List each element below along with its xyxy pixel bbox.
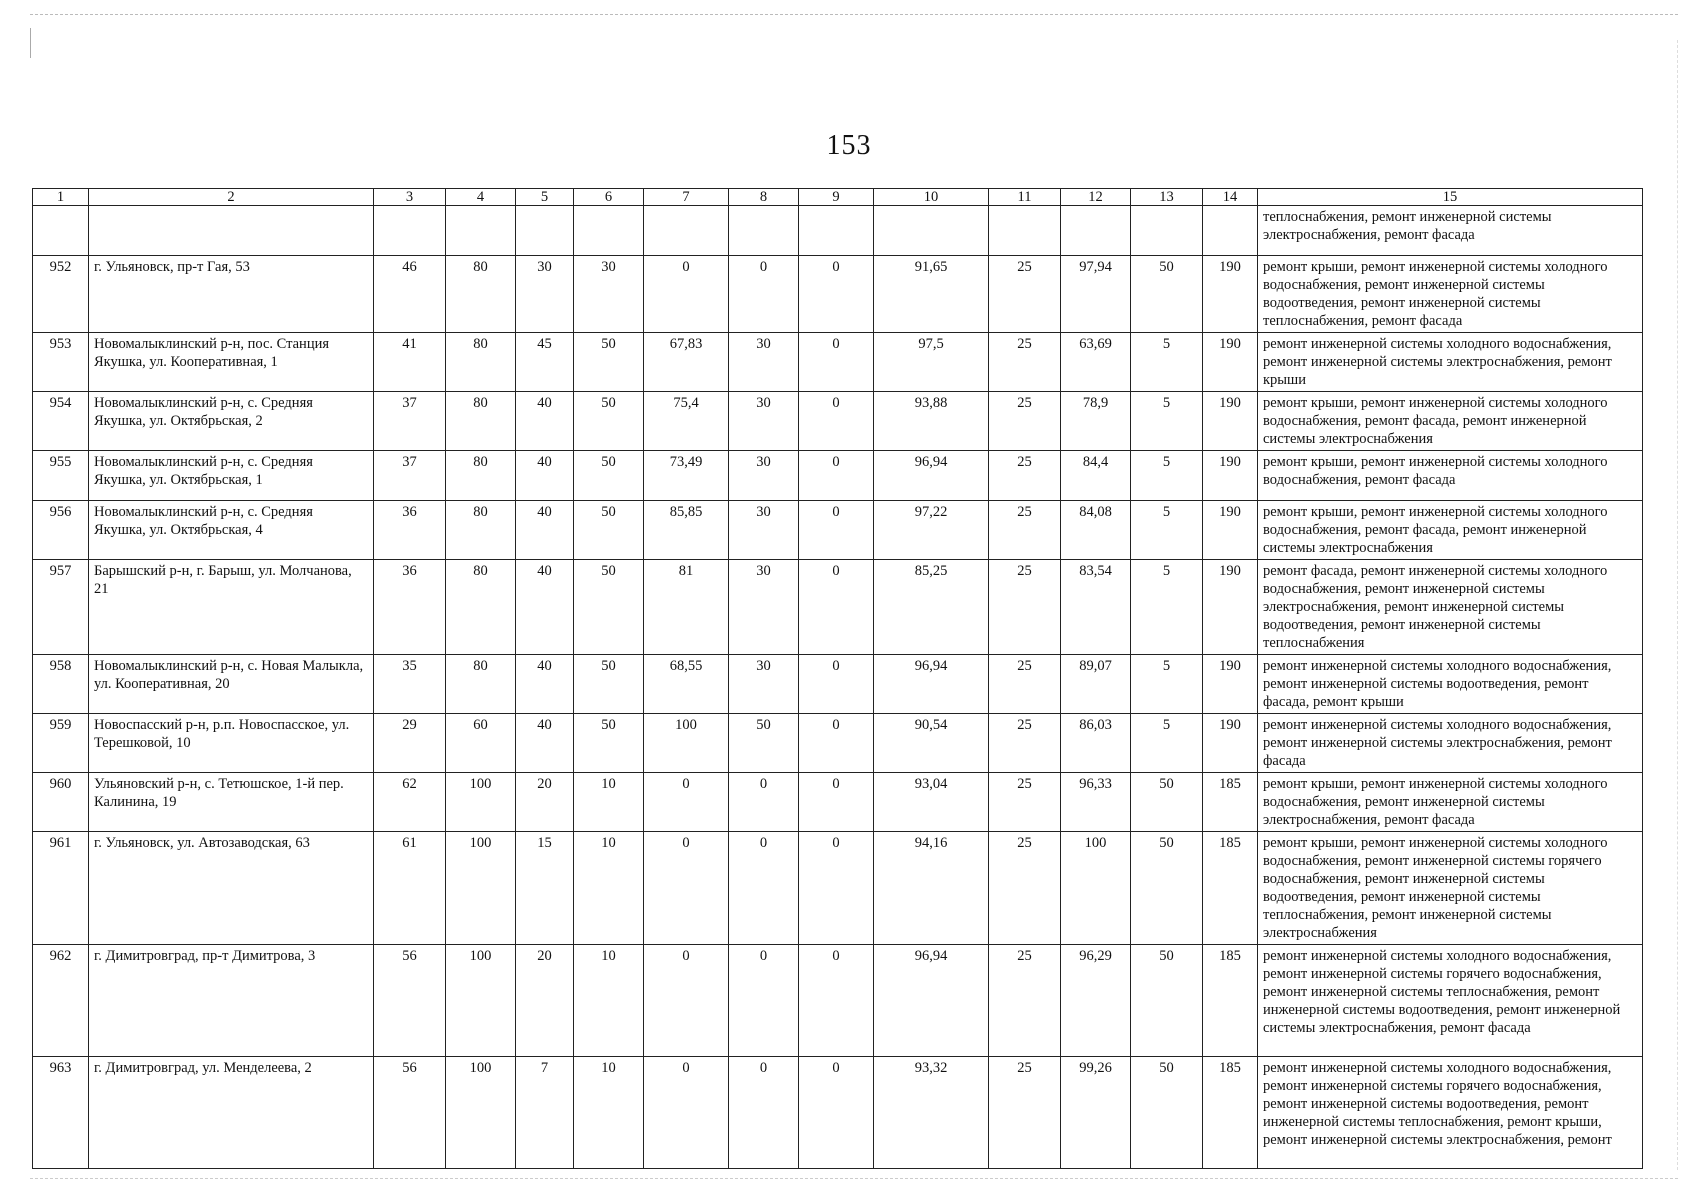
cell-col-6: 10	[574, 1057, 644, 1169]
row-number-cell: 961	[33, 832, 89, 945]
row-number-cell: 962	[33, 945, 89, 1057]
address-cell: Новомалыклинский р-н, с. Средняя Якушка, ул. Октябрьская, 1	[89, 451, 374, 501]
cell-col-3: 41	[374, 333, 446, 392]
row-number-cell: 959	[33, 714, 89, 773]
cell-col-6: 10	[574, 945, 644, 1057]
works-list-cell: ремонт инженерной системы холодного водоснабжения, ремонт инженерной системы горячего водоснабжения, ремонт инженерной системы теплоснабжения, ремонт инженерной системы водоотведения, ремонт инженерной системы электроснабжения, ремонт фасада	[1258, 945, 1643, 1057]
cell-col-7: 0	[644, 945, 729, 1057]
cell-col-4: 80	[446, 655, 516, 714]
cell-col-3: 46	[374, 256, 446, 333]
cell-col-4: 100	[446, 1057, 516, 1169]
cell-col-5: 40	[516, 714, 574, 773]
cell-col-14: 190	[1203, 333, 1258, 392]
column-header-4: 4	[446, 189, 516, 206]
cell-col-14: 190	[1203, 451, 1258, 501]
cell-col-14: 190	[1203, 655, 1258, 714]
table-row	[33, 560, 1643, 655]
cell-col-4: 80	[446, 560, 516, 655]
column-header-9: 9	[799, 189, 874, 206]
cell-col-13: 5	[1131, 451, 1203, 501]
cell-col-5: 20	[516, 773, 574, 832]
cell-col-4: 100	[446, 832, 516, 945]
cell-col-3: 56	[374, 1057, 446, 1169]
cell-col-6: 50	[574, 714, 644, 773]
table-row	[33, 714, 1643, 773]
column-header-10: 10	[874, 189, 989, 206]
address-cell: г. Димитровград, пр-т Димитрова, 3	[89, 945, 374, 1057]
cell-col-12: 99,26	[1061, 1057, 1131, 1169]
cell-col-13: 5	[1131, 655, 1203, 714]
cell-col-9: 0	[799, 256, 874, 333]
cell-col-9: 0	[799, 392, 874, 451]
cell-col-11: 25	[989, 832, 1061, 945]
cell-col-3: 56	[374, 945, 446, 1057]
cell-col-12: 78,9	[1061, 392, 1131, 451]
cell-col-3: 35	[374, 655, 446, 714]
cell-col-3: 37	[374, 451, 446, 501]
cell-col-3: 29	[374, 714, 446, 773]
column-header-7: 7	[644, 189, 729, 206]
cell-col-14: 185	[1203, 1057, 1258, 1169]
works-list-cell: ремонт инженерной системы холодного водоснабжения, ремонт инженерной системы электроснабжения, ремонт крыши	[1258, 333, 1643, 392]
cell-col-8: 30	[729, 501, 799, 560]
works-list-cell: ремонт инженерной системы холодного водоснабжения, ремонт инженерной системы горячего водоснабжения, ремонт инженерной системы водоотведения, ремонт инженерной системы теплоснабжения, ремонт крыши, ремонт инженерной системы электроснабжения, ремонт	[1258, 1057, 1643, 1169]
scan-edge-left	[30, 28, 31, 58]
cell-col-10: 96,94	[874, 945, 989, 1057]
cell-col-7: 85,85	[644, 501, 729, 560]
cell-col-11: 25	[989, 501, 1061, 560]
cell-col-11: 25	[989, 773, 1061, 832]
address-cell: г. Ульяновск, пр-т Гая, 53	[89, 256, 374, 333]
address-cell: Новомалыклинский р-н, с. Средняя Якушка, ул. Октябрьская, 2	[89, 392, 374, 451]
cell-col-9: 0	[799, 773, 874, 832]
row-number-cell	[33, 206, 89, 256]
cell-col-11: 25	[989, 655, 1061, 714]
cell-col-6: 50	[574, 451, 644, 501]
address-cell: Барышский р-н, г. Барыш, ул. Молчанова, 21	[89, 560, 374, 655]
table-row	[33, 945, 1643, 1057]
cell-col-3: 62	[374, 773, 446, 832]
address-cell: Новомалыклинский р-н, с. Средняя Якушка, ул. Октябрьская, 4	[89, 501, 374, 560]
cell-col-6: 50	[574, 501, 644, 560]
cell-col-5	[516, 206, 574, 256]
cell-col-5: 7	[516, 1057, 574, 1169]
cell-col-10: 85,25	[874, 560, 989, 655]
address-cell: г. Димитровград, ул. Менделеева, 2	[89, 1057, 374, 1169]
table-row	[33, 501, 1643, 560]
cell-col-8: 30	[729, 333, 799, 392]
column-number-row	[33, 189, 1643, 206]
cell-col-3: 37	[374, 392, 446, 451]
cell-col-13: 50	[1131, 256, 1203, 333]
cell-col-5: 20	[516, 945, 574, 1057]
page-number: 153	[826, 130, 872, 161]
cell-col-9: 0	[799, 451, 874, 501]
works-list-cell: ремонт крыши, ремонт инженерной системы холодного водоснабжения, ремонт фасада	[1258, 451, 1643, 501]
cell-col-6: 50	[574, 560, 644, 655]
cell-col-8: 50	[729, 714, 799, 773]
cell-col-7: 81	[644, 560, 729, 655]
cell-col-6: 30	[574, 256, 644, 333]
address-cell: Ульяновский р-н, с. Тетюшское, 1-й пер. Калинина, 19	[89, 773, 374, 832]
cell-col-8: 0	[729, 773, 799, 832]
cell-col-6	[574, 206, 644, 256]
column-header-2: 2	[89, 189, 374, 206]
cell-col-13: 5	[1131, 714, 1203, 773]
works-list-cell: ремонт крыши, ремонт инженерной системы холодного водоснабжения, ремонт инженерной системы горячего водоснабжения, ремонт инженерной системы водоотведения, ремонт инженерной системы теплоснабжения, ремонт инженерной системы электроснабжения	[1258, 832, 1643, 945]
cell-col-13: 50	[1131, 1057, 1203, 1169]
cell-col-7: 0	[644, 1057, 729, 1169]
cell-col-4	[446, 206, 516, 256]
table-row	[33, 832, 1643, 945]
column-header-11: 11	[989, 189, 1061, 206]
cell-col-12: 96,29	[1061, 945, 1131, 1057]
row-number-cell: 958	[33, 655, 89, 714]
cell-col-14: 190	[1203, 560, 1258, 655]
cell-col-12: 100	[1061, 832, 1131, 945]
cell-col-10: 97,22	[874, 501, 989, 560]
cell-col-4: 100	[446, 945, 516, 1057]
cell-col-12: 63,69	[1061, 333, 1131, 392]
address-cell: г. Ульяновск, ул. Автозаводская, 63	[89, 832, 374, 945]
cell-col-3: 61	[374, 832, 446, 945]
cell-col-7: 67,83	[644, 333, 729, 392]
scan-edge-right	[1677, 40, 1678, 1170]
cell-col-7: 0	[644, 773, 729, 832]
cell-col-11: 25	[989, 392, 1061, 451]
cell-col-6: 50	[574, 333, 644, 392]
cell-col-8: 0	[729, 832, 799, 945]
address-cell: Новоспасский р-н, р.п. Новоспасское, ул. Терешковой, 10	[89, 714, 374, 773]
cell-col-12: 86,03	[1061, 714, 1131, 773]
cell-col-11: 25	[989, 560, 1061, 655]
cell-col-12: 84,4	[1061, 451, 1131, 501]
table-row	[33, 451, 1643, 501]
cell-col-8: 30	[729, 451, 799, 501]
cell-col-11: 25	[989, 945, 1061, 1057]
cell-col-4: 80	[446, 333, 516, 392]
cell-col-3: 36	[374, 501, 446, 560]
cell-col-14: 190	[1203, 256, 1258, 333]
cell-col-12: 89,07	[1061, 655, 1131, 714]
cell-col-5: 45	[516, 333, 574, 392]
table-row	[33, 655, 1643, 714]
cell-col-13: 5	[1131, 501, 1203, 560]
works-list-cell: ремонт крыши, ремонт инженерной системы холодного водоснабжения, ремонт фасада, ремонт инженерной системы электроснабжения	[1258, 392, 1643, 451]
works-list-cell: теплоснабжения, ремонт инженерной системы электроснабжения, ремонт фасада	[1258, 206, 1643, 256]
cell-col-8: 30	[729, 655, 799, 714]
cell-col-12: 97,94	[1061, 256, 1131, 333]
column-header-13: 13	[1131, 189, 1203, 206]
cell-col-8	[729, 206, 799, 256]
cell-col-7: 0	[644, 256, 729, 333]
cell-col-7: 0	[644, 832, 729, 945]
cell-col-11: 25	[989, 1057, 1061, 1169]
address-cell: Новомалыклинский р-н, с. Новая Малыкла, ул. Кооперативная, 20	[89, 655, 374, 714]
cell-col-10: 96,94	[874, 655, 989, 714]
table-row	[33, 1057, 1643, 1169]
cell-col-9: 0	[799, 333, 874, 392]
cell-col-6: 10	[574, 832, 644, 945]
cell-col-14: 185	[1203, 773, 1258, 832]
cell-col-10: 91,65	[874, 256, 989, 333]
cell-col-10: 94,16	[874, 832, 989, 945]
cell-col-6: 10	[574, 773, 644, 832]
row-number-cell: 954	[33, 392, 89, 451]
cell-col-13: 5	[1131, 560, 1203, 655]
cell-col-13: 50	[1131, 945, 1203, 1057]
cell-col-13: 5	[1131, 333, 1203, 392]
cell-col-9: 0	[799, 832, 874, 945]
row-number-cell: 955	[33, 451, 89, 501]
cell-col-7: 68,55	[644, 655, 729, 714]
cell-col-9: 0	[799, 501, 874, 560]
cell-col-8: 0	[729, 256, 799, 333]
works-list-cell: ремонт крыши, ремонт инженерной системы холодного водоснабжения, ремонт фасада, ремонт инженерной системы электроснабжения	[1258, 501, 1643, 560]
cell-col-9: 0	[799, 714, 874, 773]
cell-col-5: 15	[516, 832, 574, 945]
column-header-15: 15	[1258, 189, 1643, 206]
cell-col-7	[644, 206, 729, 256]
scan-edge-top	[30, 14, 1678, 15]
cell-col-10: 96,94	[874, 451, 989, 501]
cell-col-4: 80	[446, 451, 516, 501]
column-header-14: 14	[1203, 189, 1258, 206]
column-header-1: 1	[33, 189, 89, 206]
table-row	[33, 333, 1643, 392]
cell-col-10: 97,5	[874, 333, 989, 392]
table-row	[33, 392, 1643, 451]
row-number-cell: 957	[33, 560, 89, 655]
cell-col-12: 96,33	[1061, 773, 1131, 832]
cell-col-14	[1203, 206, 1258, 256]
cell-col-5: 40	[516, 392, 574, 451]
cell-col-8: 0	[729, 945, 799, 1057]
row-number-cell: 953	[33, 333, 89, 392]
cell-col-11: 25	[989, 256, 1061, 333]
cell-col-5: 40	[516, 560, 574, 655]
table-body	[33, 206, 1643, 1169]
cell-col-9: 0	[799, 655, 874, 714]
table-row	[33, 256, 1643, 333]
works-list-cell: ремонт фасада, ремонт инженерной системы холодного водоснабжения, ремонт инженерной системы электроснабжения, ремонт инженерной системы водоотведения, ремонт инженерной системы теплоснабжения	[1258, 560, 1643, 655]
cell-col-13: 50	[1131, 773, 1203, 832]
cell-col-4: 100	[446, 773, 516, 832]
cell-col-5: 40	[516, 451, 574, 501]
table-row	[33, 773, 1643, 832]
column-header-3: 3	[374, 189, 446, 206]
cell-col-8: 0	[729, 1057, 799, 1169]
address-cell	[89, 206, 374, 256]
cell-col-10: 93,88	[874, 392, 989, 451]
cell-col-9: 0	[799, 1057, 874, 1169]
cell-col-9: 0	[799, 560, 874, 655]
cell-col-4: 80	[446, 256, 516, 333]
scan-edge-bottom	[30, 1178, 1678, 1179]
cell-col-7: 73,49	[644, 451, 729, 501]
cell-col-6: 50	[574, 655, 644, 714]
table-row	[33, 206, 1643, 256]
cell-col-8: 30	[729, 392, 799, 451]
cell-col-13: 50	[1131, 832, 1203, 945]
cell-col-5: 40	[516, 501, 574, 560]
cell-col-11: 25	[989, 714, 1061, 773]
works-list-cell: ремонт инженерной системы холодного водоснабжения, ремонт инженерной системы водоотведения, ремонт фасада, ремонт крыши	[1258, 655, 1643, 714]
cell-col-14: 185	[1203, 832, 1258, 945]
cell-col-14: 190	[1203, 714, 1258, 773]
cell-col-7: 100	[644, 714, 729, 773]
works-list-cell: ремонт крыши, ремонт инженерной системы холодного водоснабжения, ремонт инженерной системы водоотведения, ремонт инженерной системы теплоснабжения, ремонт фасада	[1258, 256, 1643, 333]
cell-col-11	[989, 206, 1061, 256]
cell-col-4: 80	[446, 501, 516, 560]
cell-col-11: 25	[989, 451, 1061, 501]
cell-col-4: 60	[446, 714, 516, 773]
row-number-cell: 952	[33, 256, 89, 333]
cell-col-10: 93,32	[874, 1057, 989, 1169]
repair-program-table	[32, 188, 1643, 1169]
cell-col-12: 83,54	[1061, 560, 1131, 655]
cell-col-8: 30	[729, 560, 799, 655]
cell-col-11: 25	[989, 333, 1061, 392]
cell-col-14: 190	[1203, 501, 1258, 560]
row-number-cell: 956	[33, 501, 89, 560]
works-list-cell: ремонт инженерной системы холодного водоснабжения, ремонт инженерной системы электроснабжения, ремонт фасада	[1258, 714, 1643, 773]
cell-col-9	[799, 206, 874, 256]
address-cell: Новомалыклинский р-н, пос. Станция Якушка, ул. Кооперативная, 1	[89, 333, 374, 392]
cell-col-12	[1061, 206, 1131, 256]
cell-col-9: 0	[799, 945, 874, 1057]
cell-col-14: 185	[1203, 945, 1258, 1057]
row-number-cell: 963	[33, 1057, 89, 1169]
cell-col-13	[1131, 206, 1203, 256]
works-list-cell: ремонт крыши, ремонт инженерной системы холодного водоснабжения, ремонт инженерной системы электроснабжения, ремонт фасада	[1258, 773, 1643, 832]
column-header-6: 6	[574, 189, 644, 206]
cell-col-6: 50	[574, 392, 644, 451]
cell-col-5: 40	[516, 655, 574, 714]
cell-col-10	[874, 206, 989, 256]
cell-col-3	[374, 206, 446, 256]
cell-col-3: 36	[374, 560, 446, 655]
column-header-8: 8	[729, 189, 799, 206]
cell-col-14: 190	[1203, 392, 1258, 451]
column-header-5: 5	[516, 189, 574, 206]
cell-col-5: 30	[516, 256, 574, 333]
cell-col-10: 93,04	[874, 773, 989, 832]
cell-col-13: 5	[1131, 392, 1203, 451]
column-header-12: 12	[1061, 189, 1131, 206]
cell-col-4: 80	[446, 392, 516, 451]
cell-col-10: 90,54	[874, 714, 989, 773]
row-number-cell: 960	[33, 773, 89, 832]
cell-col-7: 75,4	[644, 392, 729, 451]
cell-col-12: 84,08	[1061, 501, 1131, 560]
